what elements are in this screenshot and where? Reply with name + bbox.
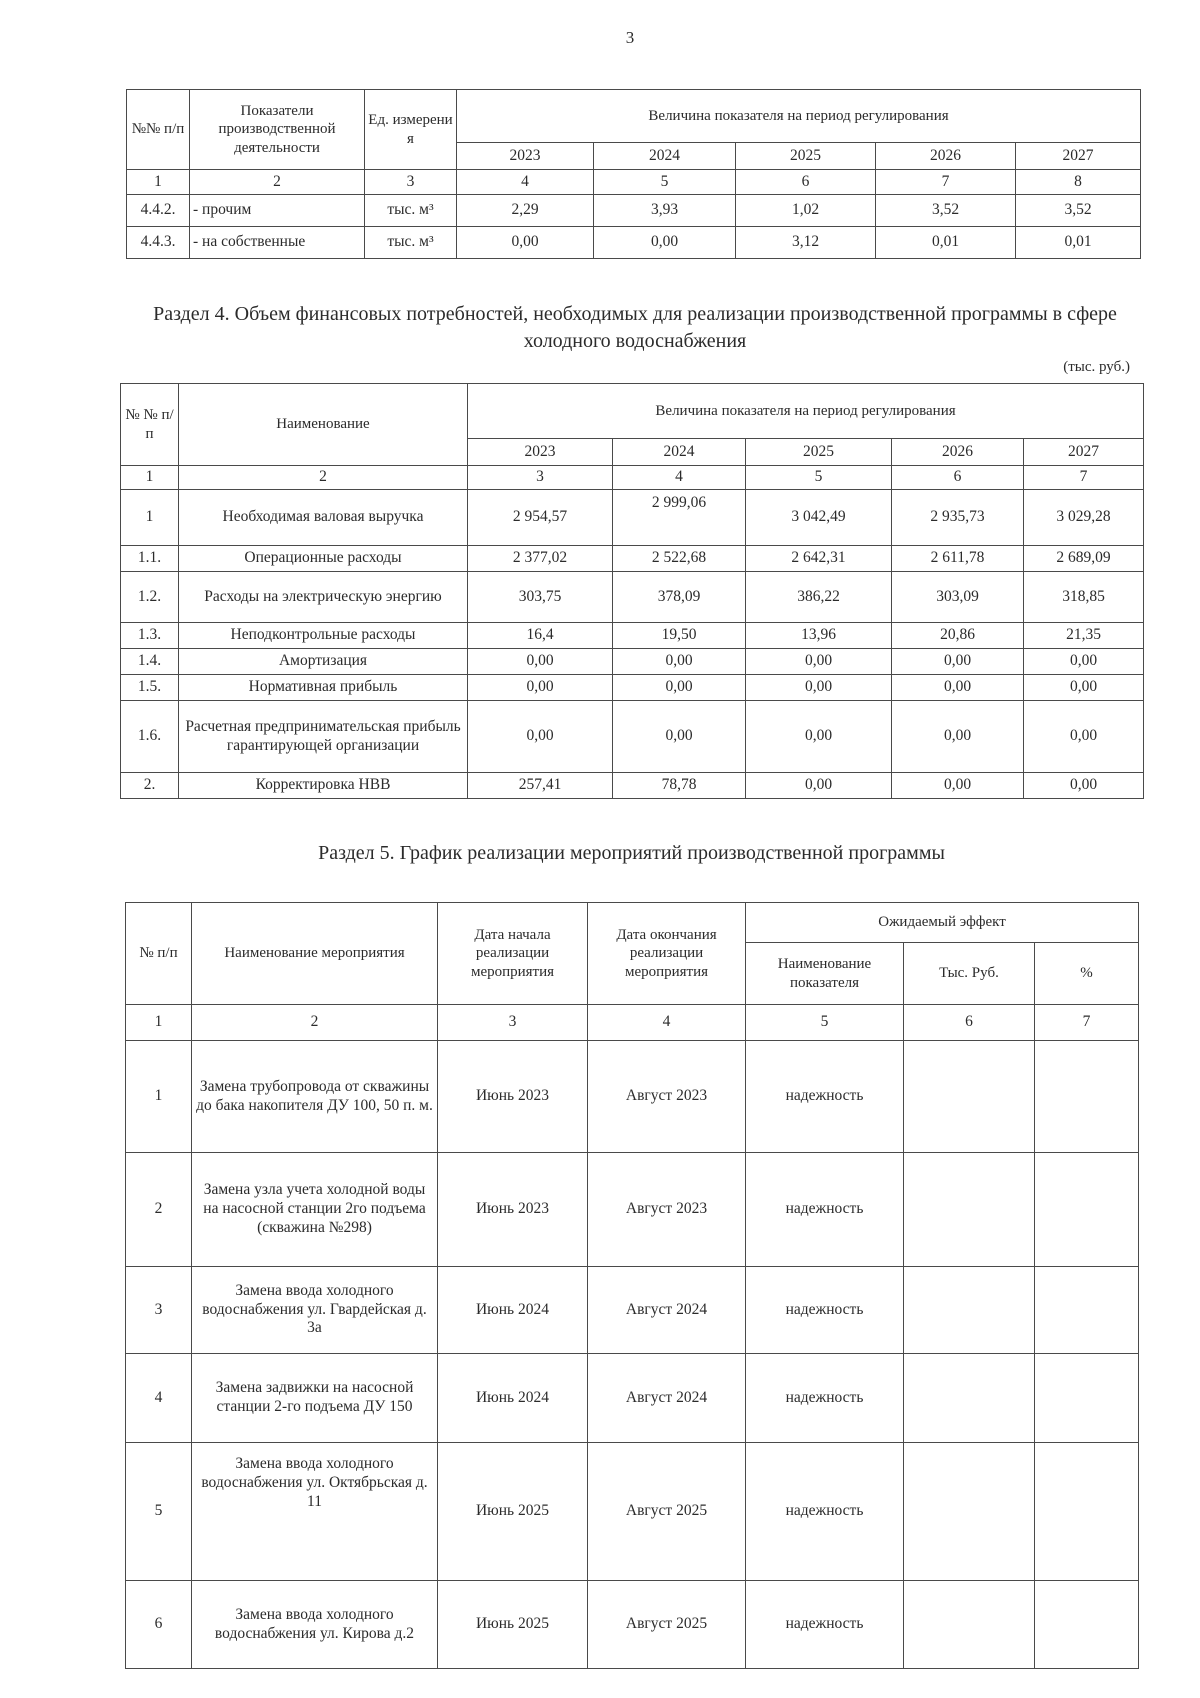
schedule-table xyxy=(125,902,1139,1669)
row-rub xyxy=(904,1041,1035,1153)
index-cell: 1 xyxy=(121,466,179,490)
header-end: Дата окончания реализации мероприятия xyxy=(588,903,746,1005)
row-value: 0,00 xyxy=(457,227,594,259)
header-period: Величина показателя на период регулирования xyxy=(457,90,1141,143)
production-indicators-table xyxy=(126,89,1141,259)
row-name: Замена задвижки на насосной станции 2-го подъема ДУ 150 xyxy=(192,1354,438,1443)
table-row xyxy=(121,546,1144,572)
row-value: 2 522,68 xyxy=(613,546,746,572)
header-num: № № п/п xyxy=(121,384,179,466)
row-name: Замена трубопровода от скважины до бака накопителя ДУ 100, 50 п. м. xyxy=(192,1041,438,1153)
table-row xyxy=(126,1041,1139,1153)
row-rub xyxy=(904,1443,1035,1581)
row-num: 4 xyxy=(126,1354,192,1443)
table-row xyxy=(121,773,1144,799)
row-indicator: надежность xyxy=(746,1443,904,1581)
header-year: 2024 xyxy=(613,439,746,466)
row-value: 2 999,06 xyxy=(613,490,746,546)
header-effect-pct: % xyxy=(1035,943,1139,1005)
section5-title: Раздел 5. График реализации мероприятий производственной программы xyxy=(318,842,945,864)
row-value: 386,22 xyxy=(746,572,892,623)
table-row xyxy=(121,623,1144,649)
row-rub xyxy=(904,1354,1035,1443)
unit-note: (тыс. руб.) xyxy=(1063,359,1130,375)
row-value: 3 042,49 xyxy=(746,490,892,546)
row-value: 0,00 xyxy=(613,675,746,701)
index-cell: 6 xyxy=(892,466,1024,490)
row-value: 0,00 xyxy=(468,649,613,675)
header-year: 2027 xyxy=(1016,143,1141,170)
row-indicator: надежность xyxy=(746,1153,904,1267)
row-num: 4.4.3. xyxy=(127,227,190,259)
index-cell: 2 xyxy=(179,466,468,490)
row-name: - на собственные xyxy=(190,227,365,259)
row-start: Июнь 2024 xyxy=(438,1354,588,1443)
row-num: 1.1. xyxy=(121,546,179,572)
row-value: 20,86 xyxy=(892,623,1024,649)
table-row xyxy=(126,1443,1139,1581)
header-year: 2027 xyxy=(1024,439,1144,466)
row-value: 0,00 xyxy=(1024,649,1144,675)
row-value: 0,01 xyxy=(1016,227,1141,259)
row-num: 1.5. xyxy=(121,675,179,701)
row-indicator: надежность xyxy=(746,1041,904,1153)
table-row xyxy=(121,649,1144,675)
row-indicator: надежность xyxy=(746,1267,904,1354)
index-cell: 4 xyxy=(457,170,594,195)
table-row xyxy=(126,1267,1139,1354)
row-value: 0,00 xyxy=(1024,675,1144,701)
header-name: Показатели производственной деятельности xyxy=(190,90,365,170)
table-row xyxy=(126,1354,1139,1443)
row-value: 3,52 xyxy=(876,195,1016,227)
header-year: 2026 xyxy=(892,439,1024,466)
row-value: 16,4 xyxy=(468,623,613,649)
row-name: Замена узла учета холодной воды на насосной станции 2го подъема (скважина №298) xyxy=(192,1153,438,1267)
header-effect: Ожидаемый эффект xyxy=(746,903,1139,943)
table-row xyxy=(127,227,1141,259)
row-value: 1,02 xyxy=(736,195,876,227)
financial-needs-table xyxy=(120,383,1144,799)
row-value: 2 689,09 xyxy=(1024,546,1144,572)
row-value: 2 642,31 xyxy=(746,546,892,572)
row-value: 2 611,78 xyxy=(892,546,1024,572)
index-row xyxy=(127,170,1141,195)
row-name: Замена ввода холодного водоснабжения ул. Гвардейская д. 3а xyxy=(192,1267,438,1354)
index-cell: 2 xyxy=(190,170,365,195)
row-value: 257,41 xyxy=(468,773,613,799)
row-start: Июнь 2025 xyxy=(438,1443,588,1581)
row-num: 6 xyxy=(126,1581,192,1669)
header-year: 2026 xyxy=(876,143,1016,170)
index-cell: 7 xyxy=(1035,1005,1139,1041)
row-pct xyxy=(1035,1443,1139,1581)
row-name: Расчетная предпринимательская прибыль гарантирующей организации xyxy=(179,701,468,773)
row-value: 21,35 xyxy=(1024,623,1144,649)
index-cell: 8 xyxy=(1016,170,1141,195)
index-cell: 5 xyxy=(746,466,892,490)
row-rub xyxy=(904,1267,1035,1354)
index-cell: 2 xyxy=(192,1005,438,1041)
row-end: Август 2023 xyxy=(588,1153,746,1267)
table-row xyxy=(121,572,1144,623)
row-name: Необходимая валовая выручка xyxy=(179,490,468,546)
row-name: Корректировка НВВ xyxy=(179,773,468,799)
row-name: Расходы на электрическую энергию xyxy=(179,572,468,623)
table-row xyxy=(121,675,1144,701)
row-value: 3 029,28 xyxy=(1024,490,1144,546)
row-value: 318,85 xyxy=(1024,572,1144,623)
row-name: - прочим xyxy=(190,195,365,227)
row-value: 0,00 xyxy=(746,675,892,701)
row-value: 3,12 xyxy=(736,227,876,259)
row-value: 378,09 xyxy=(613,572,746,623)
index-cell: 3 xyxy=(468,466,613,490)
row-value: 0,01 xyxy=(876,227,1016,259)
row-value: 0,00 xyxy=(892,701,1024,773)
row-value: 303,09 xyxy=(892,572,1024,623)
row-num: 2. xyxy=(121,773,179,799)
row-value: 0,00 xyxy=(468,701,613,773)
index-row xyxy=(126,1005,1139,1041)
row-num: 4.4.2. xyxy=(127,195,190,227)
row-value: 0,00 xyxy=(746,773,892,799)
row-start: Июнь 2023 xyxy=(438,1041,588,1153)
row-value: 0,00 xyxy=(892,649,1024,675)
row-num: 2 xyxy=(126,1153,192,1267)
row-num: 5 xyxy=(126,1443,192,1581)
index-cell: 1 xyxy=(127,170,190,195)
index-cell: 7 xyxy=(1024,466,1144,490)
index-cell: 5 xyxy=(594,170,736,195)
index-cell: 5 xyxy=(746,1005,904,1041)
row-name: Операционные расходы xyxy=(179,546,468,572)
row-end: Август 2023 xyxy=(588,1041,746,1153)
row-value: 2 954,57 xyxy=(468,490,613,546)
row-rub xyxy=(904,1153,1035,1267)
table-row xyxy=(126,1153,1139,1267)
row-value: 0,00 xyxy=(892,773,1024,799)
row-indicator: надежность xyxy=(746,1354,904,1443)
row-num: 1.2. xyxy=(121,572,179,623)
table-row xyxy=(126,1581,1139,1669)
row-value: 0,00 xyxy=(1024,773,1144,799)
index-row xyxy=(121,466,1144,490)
header-year: 2023 xyxy=(457,143,594,170)
row-unit: тыс. м³ xyxy=(365,195,457,227)
header-year: 2025 xyxy=(736,143,876,170)
header-year: 2025 xyxy=(746,439,892,466)
row-value: 78,78 xyxy=(613,773,746,799)
row-pct xyxy=(1035,1354,1139,1443)
row-rub xyxy=(904,1581,1035,1669)
header-effect-rub: Тыс. Руб. xyxy=(904,943,1035,1005)
header-year: 2023 xyxy=(468,439,613,466)
header-num: № п/п xyxy=(126,903,192,1005)
page-number: 3 xyxy=(625,28,635,47)
header-year: 2024 xyxy=(594,143,736,170)
row-num: 1.6. xyxy=(121,701,179,773)
row-value: 2,29 xyxy=(457,195,594,227)
row-end: Август 2025 xyxy=(588,1443,746,1581)
row-value: 303,75 xyxy=(468,572,613,623)
index-cell: 3 xyxy=(438,1005,588,1041)
row-start: Июнь 2024 xyxy=(438,1267,588,1354)
table-row xyxy=(127,195,1141,227)
row-value: 0,00 xyxy=(594,227,736,259)
row-name: Неподконтрольные расходы xyxy=(179,623,468,649)
row-pct xyxy=(1035,1153,1139,1267)
row-value: 2 377,02 xyxy=(468,546,613,572)
row-value: 0,00 xyxy=(746,649,892,675)
index-cell: 6 xyxy=(904,1005,1035,1041)
row-value: 0,00 xyxy=(613,701,746,773)
row-value: 13,96 xyxy=(746,623,892,649)
row-indicator: надежность xyxy=(746,1581,904,1669)
row-value: 3,52 xyxy=(1016,195,1141,227)
row-num: 3 xyxy=(126,1267,192,1354)
index-cell: 3 xyxy=(365,170,457,195)
row-num: 1.3. xyxy=(121,623,179,649)
row-value: 0,00 xyxy=(468,675,613,701)
row-name: Амортизация xyxy=(179,649,468,675)
row-num: 1.4. xyxy=(121,649,179,675)
row-value: 0,00 xyxy=(892,675,1024,701)
index-cell: 1 xyxy=(126,1005,192,1041)
row-pct xyxy=(1035,1041,1139,1153)
row-name: Нормативная прибыль xyxy=(179,675,468,701)
row-value: 2 935,73 xyxy=(892,490,1024,546)
row-value: 19,50 xyxy=(613,623,746,649)
header-start: Дата начала реализации мероприятия xyxy=(438,903,588,1005)
row-value: 3,93 xyxy=(594,195,736,227)
header-effect-name: Наименование показателя xyxy=(746,943,904,1005)
row-pct xyxy=(1035,1267,1139,1354)
row-unit: тыс. м³ xyxy=(365,227,457,259)
row-start: Июнь 2025 xyxy=(438,1581,588,1669)
row-num: 1 xyxy=(121,490,179,546)
row-value: 0,00 xyxy=(613,649,746,675)
header-num: №№ п/п xyxy=(127,90,190,170)
section4-title: Раздел 4. Объем финансовых потребностей, необходимых для реализации производственной программы в сфере холодного водоснабжения xyxy=(153,303,1117,352)
row-num: 1 xyxy=(126,1041,192,1153)
index-cell: 6 xyxy=(736,170,876,195)
row-start: Июнь 2023 xyxy=(438,1153,588,1267)
row-end: Август 2024 xyxy=(588,1267,746,1354)
row-pct xyxy=(1035,1581,1139,1669)
table-row xyxy=(121,701,1144,773)
header-name: Наименование мероприятия xyxy=(192,903,438,1005)
header-unit: Ед. измерени я xyxy=(365,90,457,170)
index-cell: 4 xyxy=(613,466,746,490)
table-row xyxy=(121,490,1144,546)
row-value: 0,00 xyxy=(1024,701,1144,773)
index-cell: 7 xyxy=(876,170,1016,195)
row-name: Замена ввода холодного водоснабжения ул. Октябрьская д. 11 xyxy=(192,1443,438,1581)
row-end: Август 2024 xyxy=(588,1354,746,1443)
header-name: Наименование xyxy=(179,384,468,466)
row-value: 0,00 xyxy=(746,701,892,773)
row-name: Замена ввода холодного водоснабжения ул. Кирова д.2 xyxy=(192,1581,438,1669)
row-end: Август 2025 xyxy=(588,1581,746,1669)
header-period: Величина показателя на период регулирования xyxy=(468,384,1144,439)
index-cell: 4 xyxy=(588,1005,746,1041)
